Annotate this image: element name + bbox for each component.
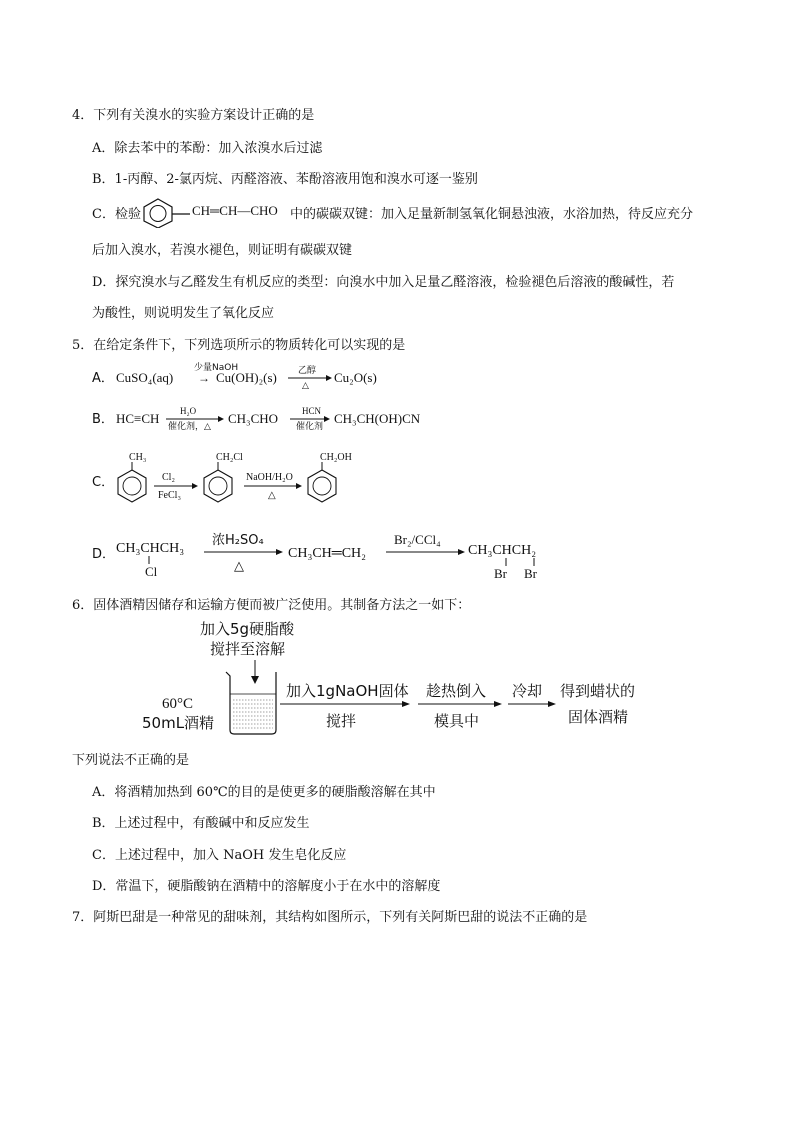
toluene-structure <box>118 452 146 502</box>
q5b-c2b: 催化剂 <box>296 422 324 432</box>
q5a-arrow2-head <box>326 375 332 381</box>
q5d-s3b2: Br <box>524 566 537 581</box>
q5c-sub3: CH₂OH <box>320 452 352 463</box>
q5b-c1b: 催化剂，△ <box>168 422 211 432</box>
q5d-arrow1-head <box>276 549 283 555</box>
q4-option-b: B．1-丙醇、2-氯丙烷、丙醛溶液、苯酚溶液用饱和溴水可逐一鉴别 <box>92 172 478 187</box>
q6-down-arrow-head <box>251 676 259 684</box>
q5d-label: D． <box>92 547 116 562</box>
q5a-c2: 乙醇 <box>298 366 317 376</box>
q5c-c2: NaOH/H₂O <box>246 472 293 483</box>
q7-stem: 7．阿斯巴甜是一种常见的甜味剂，其结构如图所示，下列有关阿斯巴甜的说法不正确的是 <box>72 910 588 925</box>
q5a-s2: Cu(OH)₂(s) <box>216 370 277 385</box>
q6-arrow1-bottom: 搅拌 <box>326 712 357 730</box>
q6-option-a: A．将酒精加热到 60℃的目的是使更多的硬脂酸溶解在其中 <box>92 785 436 800</box>
q5b-c2: HCN <box>302 406 322 416</box>
q5b-arrow1-head <box>218 416 224 422</box>
q5c-arrow1-head <box>192 483 198 489</box>
q5c-c1: Cl₂ <box>162 472 175 483</box>
q5-option-c-equation <box>88 444 388 514</box>
benzyl-alcohol-structure <box>308 452 352 502</box>
q5c-c2b: △ <box>268 490 276 501</box>
q6-top2: 搅拌至溶解 <box>210 640 286 658</box>
q6-process-diagram <box>130 614 690 740</box>
q5c-c1b: FeCl₃ <box>158 490 181 501</box>
q5b-arrow2-head <box>324 416 330 422</box>
q4-stem: 4．下列有关溴水的实验方案设计正确的是 <box>72 108 315 123</box>
q5a-c2b: △ <box>302 380 309 390</box>
q6-option-b: B．上述过程中，有酸碱中和反应发生 <box>92 816 310 831</box>
q5a-arrow1: → <box>198 371 210 385</box>
q5b-s3: CH₃CH(OH)CN <box>334 411 421 426</box>
q6-arrow1-head <box>402 701 410 707</box>
q6-arrow3-head <box>548 701 556 707</box>
q5a-s1: CuSO₄(aq) <box>116 370 174 385</box>
q4-option-c-suffix: 中的碳碳双键：加入足量新制氢氧化铜悬浊液，水浴加热，待反应充分 <box>290 207 694 222</box>
q4-option-a: A．除去苯中的苯酚：加入浓溴水后过滤 <box>92 141 323 156</box>
q5c-sub1: CH₃ <box>129 452 147 463</box>
q4-c-benzene-ring <box>140 196 192 228</box>
benzyl-chloride-structure <box>204 452 243 502</box>
q5c-arrow2-head <box>296 483 302 489</box>
q5d-s1: CH₃CHCH₃ <box>116 541 185 556</box>
q6-step3: 冷却 <box>512 682 543 700</box>
q6-stem: 6．固体酒精因储存和运输方便而被广泛使用。其制备方法之一如下： <box>72 598 471 613</box>
q6-step4-2: 固体酒精 <box>568 708 629 726</box>
q4-option-c-prefix: C．检验 <box>92 207 141 222</box>
q4-option-c-cont: 后加入溴水，若溴水褪色，则证明有碳碳双键 <box>92 243 353 258</box>
q5-option-b-equation <box>88 403 448 433</box>
q5a-s3: Cu₂O(s) <box>334 370 377 385</box>
q4-c-chain: CH═CH—CHO <box>192 203 278 218</box>
q5-option-a-equation <box>88 362 418 392</box>
q6-left1: 60°C <box>162 696 194 712</box>
q5a-label: A． <box>92 371 114 386</box>
q5d-c1: 浓H₂SO₄ <box>212 533 264 548</box>
q6-arrow1-top: 加入1gNaOH固体 <box>286 682 409 700</box>
q6-option-d: D．常温下，硬脂酸钠在酒精中的溶解度小于在水中的溶解度 <box>92 879 441 894</box>
q6-arrow2-head <box>494 701 502 707</box>
q5c-label: C． <box>92 475 115 490</box>
q6-option-c: C．上述过程中，加入 NaOH 发生皂化反应 <box>92 848 347 863</box>
q6-step2-1: 趁热倒入 <box>426 682 487 700</box>
q5d-s2: CH₃CH═CH₂ <box>288 546 367 561</box>
q5d-s1b: Cl <box>145 564 158 579</box>
q5b-s1: HC≡CH <box>116 411 160 426</box>
q5b-c1: H₂O <box>180 406 197 416</box>
q6-step2-2: 模具中 <box>434 712 480 730</box>
q5d-arrow2-head <box>458 549 465 555</box>
q5d-s3: CH₃CHCH₂ <box>468 543 537 558</box>
q5d-c1b: △ <box>234 558 244 573</box>
q6-step4-1: 得到蜡状的 <box>560 682 636 700</box>
q6-lead: 下列说法不正确的是 <box>72 753 190 768</box>
q5d-s3b1: Br <box>494 566 507 581</box>
q5a-c1: 少量NaOH <box>194 363 239 373</box>
q5-option-d-equation <box>88 526 568 582</box>
q4-option-d: D．探究溴水与乙醛发生有机反应的类型：向溴水中加入足量乙醛溶液，检验褪色后溶液的酸碱性，若 <box>92 275 675 290</box>
q4-option-d-cont: 为酸性，则说明发生了氧化反应 <box>92 306 275 321</box>
q6-left2: 50mL酒精 <box>142 714 215 732</box>
q5d-c2: Br₂/CCl₄ <box>394 532 441 547</box>
q6-top1: 加入5g硬脂酸 <box>200 620 295 638</box>
q5b-label: B． <box>92 412 114 427</box>
q5-stem: 5．在给定条件下，下列选项所示的物质转化可以实现的是 <box>72 338 406 353</box>
beaker-icon <box>226 672 276 734</box>
q5b-s2: CH₃CHO <box>228 411 279 426</box>
q5c-sub2: CH₂Cl <box>216 452 243 463</box>
